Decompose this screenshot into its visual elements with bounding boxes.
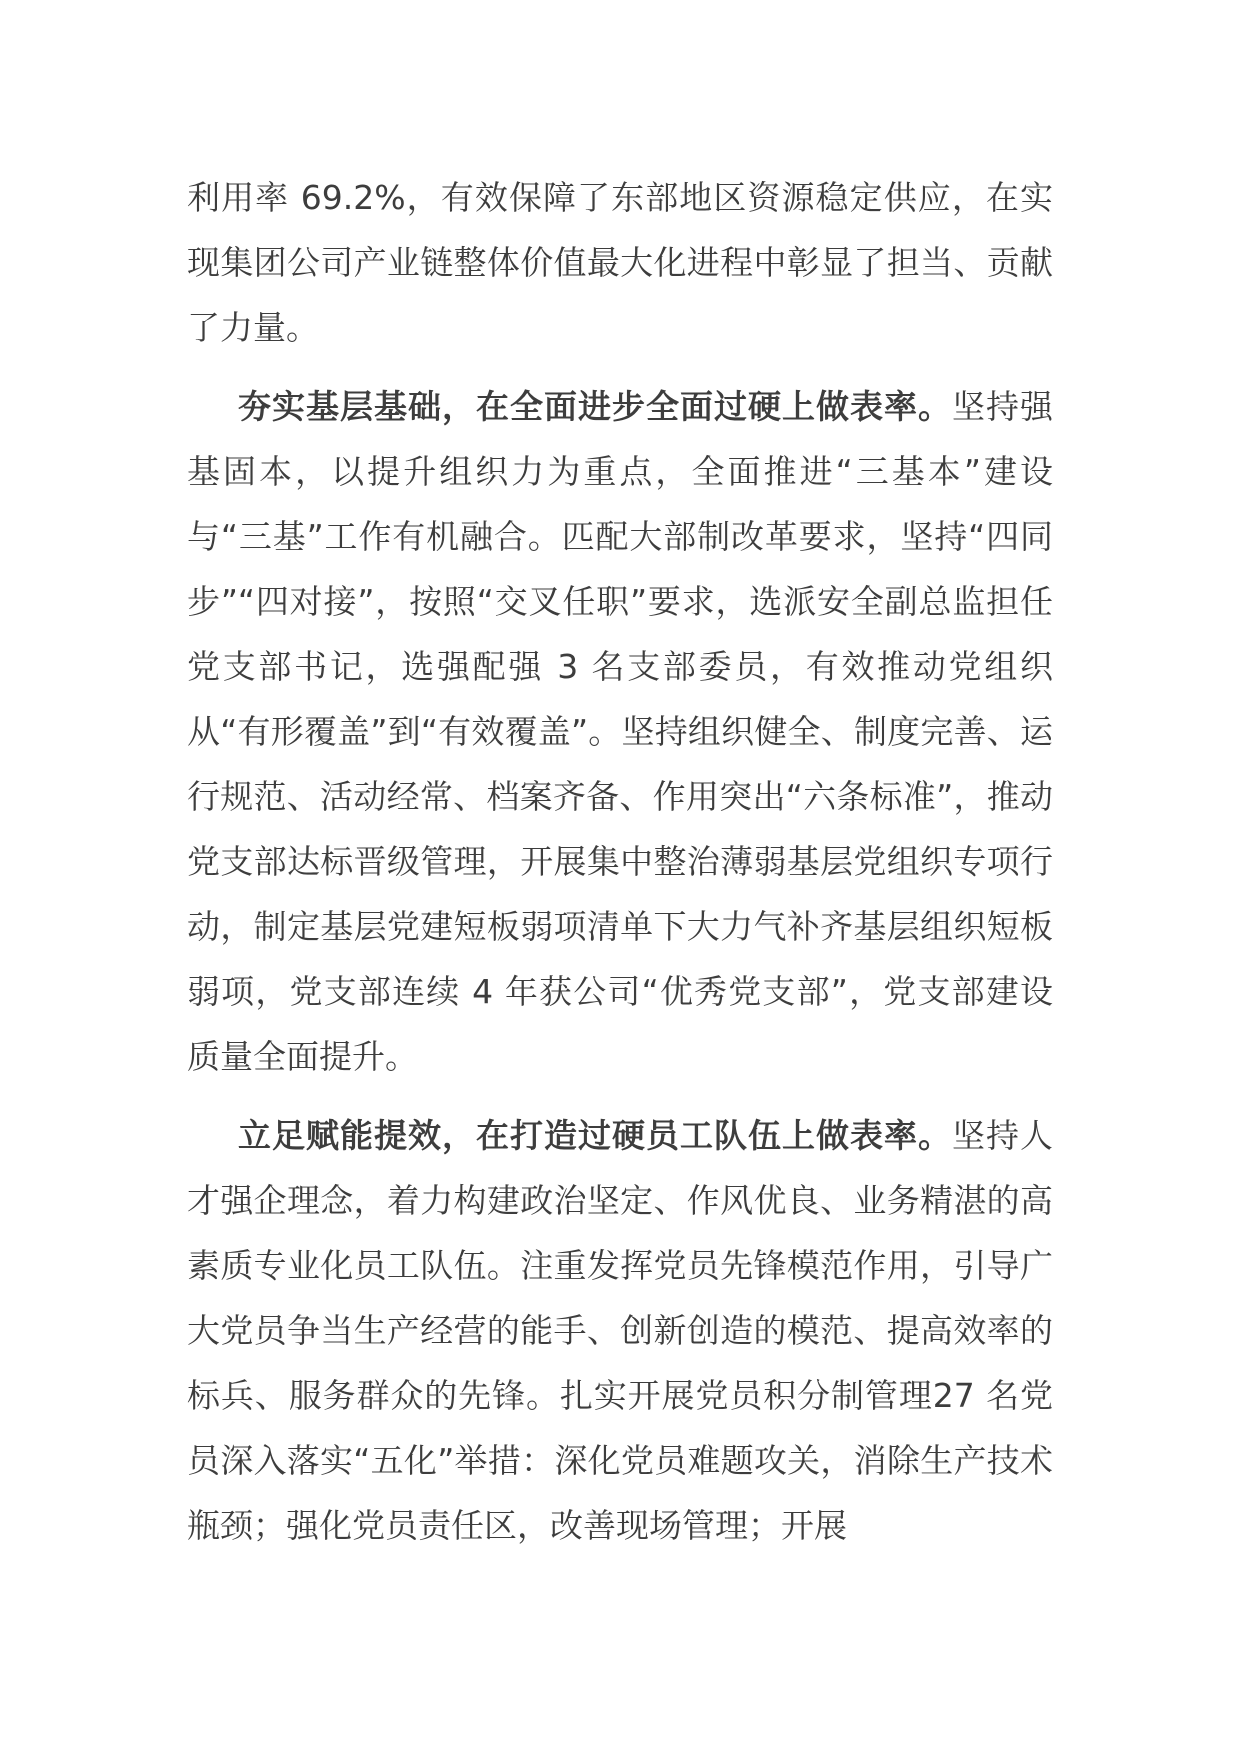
paragraph-workforce bbox=[187, 1103, 1053, 1558]
paragraph-heading: 立足赋能提效，在打造过硬员工队伍上做表率。 bbox=[238, 1116, 952, 1155]
paragraph-continuation bbox=[187, 165, 1053, 360]
document-body bbox=[187, 165, 1053, 1572]
paragraph-text: 利用率 69.2%，有效保障了东部地区资源稳定供应，在实现集团公司产业链整体价值最大化进程中彰显了担当、贡献了力量。 bbox=[187, 178, 1053, 347]
paragraph-text: 坚持强基固本，以提升组织力为重点，全面推进“三基本”建设与“三基”工作有机融合。匹配大部制改革要求，坚持“四同步”“四对接”，按照“交叉任职”要求，选派安全副总监担任党支部书记，选强配强 3 名支部委员，有效推动党组织从“有形覆盖”到“有效覆盖”。坚持组织健全、制度完善、运行规范、活动经常、档案齐备、作用突出“六条标准”，推动党支部达标晋级管理，开展集中整治薄弱基层党组织专项行动，制定基层党建短板弱项清单下大力气补齐基层组织短板弱项，党支部连续 4 年获公司“优秀党支部”，党支部建设质量全面提升。 bbox=[187, 387, 1053, 1076]
paragraph-heading: 夯实基层基础，在全面进步全面过硬上做表率。 bbox=[238, 387, 952, 426]
paragraph-text: 坚持人才强企理念，着力构建政治坚定、作风优良、业务精湛的高素质专业化员工队伍。注重发挥党员先锋模范作用，引导广大党员争当生产经营的能手、创新创造的模范、提高效率的标兵、服务群众的先锋。扎实开展党员积分制管理27 名党员深入落实“五化”举措：深化党员难题攻关，消除生产技术瓶颈；强化党员责任区，改善现场管理；开展 bbox=[187, 1116, 1053, 1545]
paragraph-grassroots bbox=[187, 374, 1053, 1089]
